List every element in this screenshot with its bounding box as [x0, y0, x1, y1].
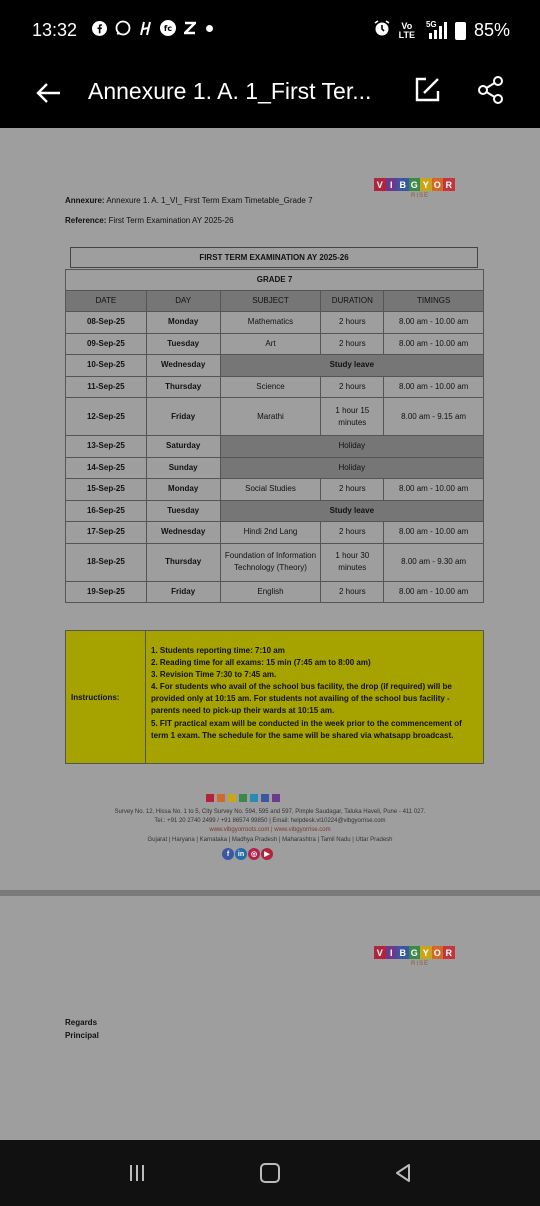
subject-cell: Hindi 2nd Lang	[220, 522, 321, 544]
instruction-item: 5. FIT practical exam will be conducted in the week prior to the commencement of term 1 exam. The schedule for the same will be shared via whatsapp broadcast.	[151, 718, 462, 740]
instructions-label: Instructions:	[65, 630, 146, 764]
svg-text:fc: fc	[163, 24, 173, 33]
duration-cell: 1 hour 15 minutes	[321, 398, 384, 436]
timings-cell: 8.00 am - 10.00 am	[384, 522, 484, 544]
date-cell: 16-Sep-25	[66, 500, 147, 522]
logo-letter: V	[374, 178, 386, 191]
table-row	[66, 522, 484, 544]
day-cell: Friday	[146, 398, 220, 436]
date-cell: 10-Sep-25	[66, 355, 147, 377]
system-status	[373, 19, 510, 42]
logo-subtitle: RISE	[411, 193, 430, 199]
app-bar	[0, 62, 540, 128]
table-row	[66, 543, 484, 581]
reference-value: First Term Examination AY 2025-26	[108, 216, 234, 225]
z-icon	[184, 21, 196, 35]
footer-states: Gujarat | Haryana | Karnataka | Madhya Pradesh | Maharashtra | Tamil Nadu | Uttar Pradesh	[147, 837, 393, 843]
subject-cell: Social Studies	[220, 479, 321, 501]
linkedin-icon[interactable]: in	[235, 848, 247, 860]
header-row	[66, 291, 484, 312]
duration-cell: 2 hours	[321, 333, 384, 355]
table-row	[66, 312, 484, 334]
vibgyor-logo	[374, 178, 455, 191]
annexure-label: Annexure:	[65, 196, 105, 205]
notification-icons	[92, 20, 213, 36]
date-cell: 08-Sep-25	[66, 312, 147, 334]
header-subject: SUBJECT	[220, 291, 321, 312]
instruction-item: 4. For students who avail of the school bus facility, the drop (if required) will be provided only at 10:15 am. For students not availing of the school bus facility - parents need to pick-up their wards at 10:15 am.	[151, 682, 452, 716]
day-cell: Monday	[146, 312, 220, 334]
merged-cell: Study leave	[220, 500, 483, 522]
subject-cell: Foundation of Information Technology (Theory)	[220, 543, 321, 581]
date-cell: 13-Sep-25	[66, 436, 147, 458]
timings-cell: 8.00 am - 9.30 am	[384, 543, 484, 581]
logo-letter: B	[397, 178, 409, 191]
annexure-line	[65, 196, 313, 205]
status-time: 13:32	[32, 20, 78, 40]
volte-bottom: LTE	[398, 29, 415, 40]
logo-subtitle: RISE	[411, 961, 430, 967]
color-square	[206, 794, 214, 802]
logo-letter: G	[409, 178, 421, 191]
duration-cell: 2 hours	[321, 479, 384, 501]
vibgyor-logo	[374, 946, 455, 959]
volte-top: Vo	[401, 20, 413, 31]
day-cell: Monday	[146, 479, 220, 501]
table-row	[66, 333, 484, 355]
nfc-icon	[139, 21, 152, 36]
table-row	[66, 581, 484, 603]
exam-title: FIRST TERM EXAMINATION AY 2025-26	[70, 247, 478, 268]
duration-cell: 2 hours	[321, 522, 384, 544]
header-timings: TIMINGS	[384, 291, 484, 312]
table-row	[66, 500, 484, 522]
whatsapp-icon	[115, 20, 131, 36]
instagram-icon[interactable]: ◎	[248, 848, 260, 860]
logo-letter: I	[386, 178, 398, 191]
logo-letter: O	[432, 178, 444, 191]
merged-cell: Holiday	[220, 457, 483, 479]
table-row	[66, 376, 484, 398]
volte-indicator	[399, 22, 415, 40]
alarm-icon	[373, 19, 391, 42]
pdf-viewer[interactable]	[0, 128, 540, 1140]
exam-timetable	[65, 269, 484, 603]
subject-cell: Mathematics	[220, 312, 321, 334]
subject-cell: Art	[220, 333, 321, 355]
date-cell: 11-Sep-25	[66, 376, 147, 398]
back-icon[interactable]	[392, 1162, 414, 1184]
color-square	[217, 794, 225, 802]
color-square	[228, 794, 236, 802]
subject-cell: Marathi	[220, 398, 321, 436]
youtube-icon[interactable]: ▶	[261, 848, 273, 860]
table-row	[66, 457, 484, 479]
share-icon[interactable]	[476, 75, 506, 105]
back-arrow-icon[interactable]	[32, 76, 66, 110]
facebook-icon[interactable]: f	[222, 848, 234, 860]
instruction-item: 2. Reading time for all exams: 15 min (7:45 am to 8:00 am)	[151, 658, 371, 668]
logo-letter: Y	[420, 178, 432, 191]
logo-letter: I	[386, 946, 398, 959]
logo-letter: O	[432, 946, 444, 959]
day-cell: Friday	[146, 581, 220, 603]
timings-cell: 8.00 am - 10.00 am	[384, 376, 484, 398]
regards-text: Regards	[65, 1018, 98, 1027]
color-square	[239, 794, 247, 802]
reference-line	[65, 216, 234, 225]
edit-icon[interactable]	[412, 75, 442, 105]
pdf-page-2	[0, 896, 540, 1140]
pdf-page-1	[0, 128, 540, 890]
annexure-value: Annexure 1. A. 1_VI_ First Term Exam Timetable_Grade 7	[106, 196, 313, 205]
day-cell: Sunday	[146, 457, 220, 479]
social-icons	[222, 848, 273, 860]
footer-color-squares	[206, 794, 280, 802]
date-cell: 12-Sep-25	[66, 398, 147, 436]
date-cell: 15-Sep-25	[66, 479, 147, 501]
color-square	[250, 794, 258, 802]
header-date: DATE	[66, 291, 147, 312]
logo-letter: Y	[420, 946, 432, 959]
grade-row	[66, 270, 484, 291]
battery-percent: 85%	[473, 20, 510, 40]
network-type: 5G	[425, 19, 437, 29]
header-duration: DURATION	[321, 291, 384, 312]
instruction-item: 3. Revision Time 7:30 to 7:45 am.	[151, 670, 277, 680]
day-cell: Tuesday	[146, 500, 220, 522]
battery-icon	[455, 22, 466, 40]
table-row	[66, 355, 484, 377]
principal-text: Principal	[65, 1031, 99, 1040]
date-cell: 19-Sep-25	[66, 581, 147, 603]
header-day: DAY	[146, 291, 220, 312]
date-cell: 18-Sep-25	[66, 543, 147, 581]
home-icon[interactable]	[260, 1163, 280, 1183]
recents-icon[interactable]	[126, 1162, 148, 1184]
day-cell: Saturday	[146, 436, 220, 458]
logo-letter: R	[443, 178, 455, 191]
color-square	[261, 794, 269, 802]
timings-cell: 8.00 am - 10.00 am	[384, 581, 484, 603]
day-cell: Thursday	[146, 543, 220, 581]
merged-cell: Study leave	[220, 355, 483, 377]
timings-cell: 8.00 am - 10.00 am	[384, 333, 484, 355]
date-cell: 17-Sep-25	[66, 522, 147, 544]
grade-cell: GRADE 7	[66, 270, 484, 291]
table-row	[66, 479, 484, 501]
footer-web[interactable]: www.vibgyorroots.com | www.vibgyorrise.com	[209, 827, 331, 833]
day-cell: Wednesday	[146, 355, 220, 377]
signal-icon	[423, 19, 447, 40]
subject-cell: Science	[220, 376, 321, 398]
subject-cell: English	[220, 581, 321, 603]
footer-contact: Tel.: +91 20 2740 2499 / +91 86574 99850 | Email: helpdesk.vl10224@vibgyorrise.com	[154, 818, 386, 824]
timings-cell: 8.00 am - 10.00 am	[384, 479, 484, 501]
document-title: Annexure 1. A. 1_First Ter...	[88, 78, 372, 104]
timings-cell: 8.00 am - 10.00 am	[384, 312, 484, 334]
table-row	[66, 436, 484, 458]
instructions-body	[145, 630, 484, 764]
status-bar	[0, 0, 540, 62]
merged-cell: Holiday	[220, 436, 483, 458]
instruction-item: 1. Students reporting time: 7:10 am	[151, 646, 285, 655]
color-square	[272, 794, 280, 802]
day-cell: Tuesday	[146, 333, 220, 355]
day-cell: Wednesday	[146, 522, 220, 544]
duration-cell: 2 hours	[321, 581, 384, 603]
duration-cell: 1 hour 30 minutes	[321, 543, 384, 581]
logo-letter: V	[374, 946, 386, 959]
navigation-bar	[0, 1140, 540, 1206]
fc-icon	[160, 20, 176, 36]
facebook-icon	[92, 21, 107, 36]
reference-label: Reference:	[65, 216, 107, 225]
date-cell: 09-Sep-25	[66, 333, 147, 355]
logo-letter: R	[443, 946, 455, 959]
dot-icon	[206, 25, 213, 32]
logo-letter: G	[409, 946, 421, 959]
duration-cell: 2 hours	[321, 376, 384, 398]
table-row	[66, 398, 484, 436]
day-cell: Thursday	[146, 376, 220, 398]
date-cell: 14-Sep-25	[66, 457, 147, 479]
footer-address: Survey No. 12, Hissa No. 1 to 5, City Survey No. 594, 595 and 597, Pimple Saudagar, Taluka Haveli, Pune - 411 027.	[114, 809, 426, 815]
duration-cell: 2 hours	[321, 312, 384, 334]
logo-letter: B	[397, 946, 409, 959]
timings-cell: 8.00 am - 9.15 am	[384, 398, 484, 436]
